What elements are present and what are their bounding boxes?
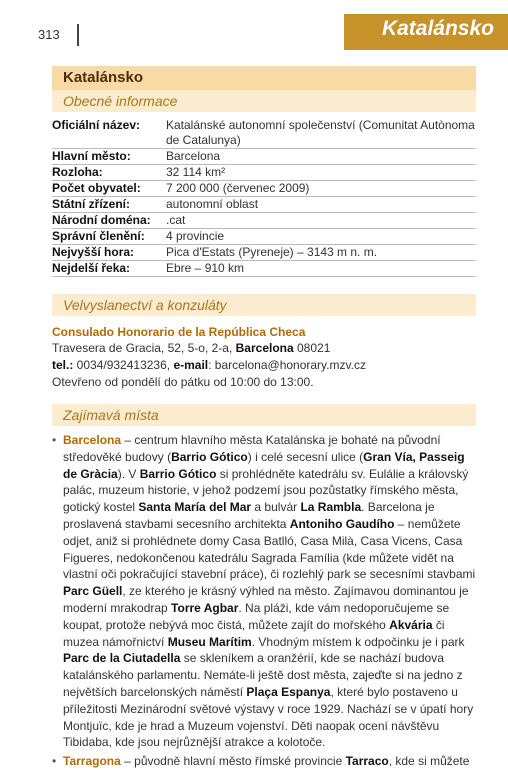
consulate-address: Travesera de Gracia, 52, 5-o, 2-a, Barcelona 08021 (52, 341, 331, 355)
consulate-hours: Otevřeno od pondělí do pátku od 10:00 do 13:00. (52, 375, 314, 389)
embassy-header: Velvyslanectví a konzuláty (52, 294, 476, 316)
info-value: Barcelona (166, 149, 476, 165)
info-label: Hlavní město: (52, 149, 166, 165)
table-row (52, 245, 476, 261)
info-value: Ebre – 910 km (166, 261, 476, 277)
list-item: • Tarragona – původně hlavní město římské provincie Tarraco, kde si můžete (52, 754, 470, 769)
bullet-icon: • (52, 433, 57, 447)
table-row (52, 261, 476, 277)
info-value: autonomní oblast (166, 197, 476, 213)
table-row (52, 149, 476, 165)
info-label: Národní doména: (52, 213, 166, 229)
page-header (0, 0, 508, 52)
table-row (52, 118, 476, 149)
places-header: Zajímavá místa (52, 404, 476, 426)
chapter-title-bar (344, 14, 508, 50)
bullet-icon: • (52, 754, 57, 769)
places-list (52, 432, 476, 770)
page-content (52, 66, 476, 770)
info-value: 4 provincie (166, 229, 476, 245)
section-title: Katalánsko (52, 66, 476, 90)
info-value: Katalánské autonomní společenství (Comunitat Autònoma de Catalunya) (166, 118, 475, 147)
table-row (52, 229, 476, 245)
consulate-name: Consulado Honorario de la República Checa (52, 325, 306, 339)
section-subtitle: Obecné informace (52, 90, 476, 112)
info-label: Rozloha: (52, 165, 166, 181)
header-divider (77, 24, 79, 46)
info-value: .cat (166, 213, 476, 229)
chapter-title: Katalánsko (381, 17, 494, 40)
info-label: Počet obyvatel: (52, 181, 166, 197)
info-label: Oficiální název: (52, 118, 166, 149)
info-value: Pica d'Estats (Pyreneje) – 3143 m n. m. (166, 245, 476, 261)
list-item: • Barcelona – centrum hlavního města Katalánska je bohaté na původní středověké budovy (Barrio Gótico) i celé secesní ulice (Gran Vía, Passeig de Gràcia). V Barrio Gótico si prohlédněte katedrálu sv. Eulálie a královský palác, muzeum historie, v jehož podzemí jsou pozůstatky římského města, gotický kostel Santa María del Mar a bulvár La Rambla. Barcelona je proslavená stavbami secesního architekta Antoniho Gaudího – nemůžete odjet, aniž si prohlédnete domy Casa Batlló, Casa Milà, Casa Vicens, Casa Figueres, nedokončenou katedrálu Sagrada Família (kde můžete vidět na vlastní oči pokračující stavební práce), či rozlehlý park se secesními stavbami Parc Güell, ze kterého je krásný výhled na město. Zajímavou dominantou je moderní mrakodrap Torre Agbar. Na pláži, kde vám nedoporučujeme se koupat, protože nebývá moc čistá, můžete zajít do mořského Akvária či muzea námořnictví Museu Marítim. Vhodným místem k odpočinku je i park Parc de la Ciutadella se skleníkem a oranžérií, kde se nachází budova katalánského parlamentu. Nemáte-li ještě dost města, zajeďte si na jedno z největších barcelonských náměstí Plaça Espanya, které bylo postaveno u příležitosti Mezinárodní světové výstavy v roce 1929. Nachází se v úpatí hory Montjuïc, kde je hrad a Muzeum vojenství. Děti naopak ocení návštěvu Tibidaba, kde jsou nejrůznější atrakce a kolotoče. (52, 433, 476, 750)
info-label: Nejvyšší hora: (52, 245, 166, 261)
table-row (52, 165, 476, 181)
info-table (52, 118, 476, 277)
consulate-contact: tel.: 0034/932413236, e-mail: barcelona@honorary.mzv.cz (52, 358, 366, 372)
info-label: Státní zřízení: (52, 197, 166, 213)
page-number: 313 (38, 27, 60, 42)
info-value: 7 200 000 (červenec 2009) (166, 181, 476, 197)
info-value: 32 114 km² (166, 165, 476, 181)
info-label: Správní členění: (52, 229, 166, 245)
table-row (52, 197, 476, 213)
table-row (52, 213, 476, 229)
table-row (52, 181, 476, 197)
info-label: Nejdelší řeka: (52, 261, 166, 277)
